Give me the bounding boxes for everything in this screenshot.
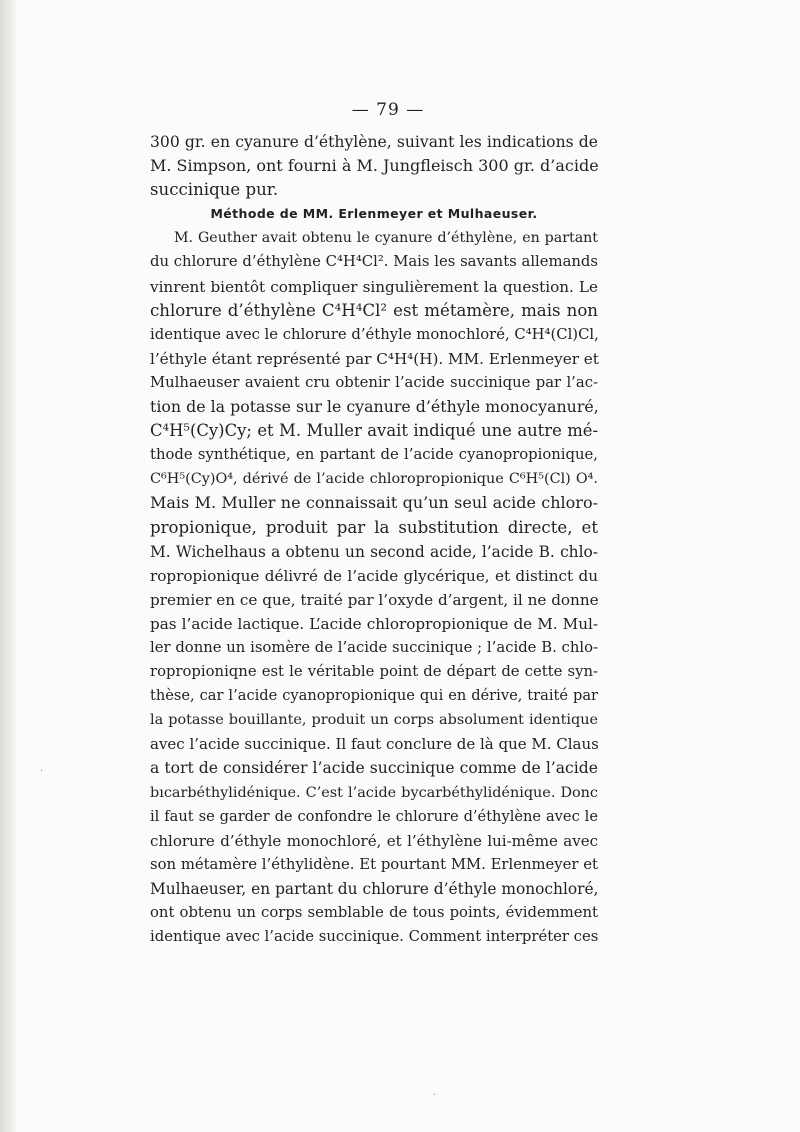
text-line: thèse, car l’acide cyanopropionique qui en dérive, traité par	[150, 687, 598, 705]
text-line: du chlorure d’éthylène C⁴H⁴Cl². Mais les savants allemands	[150, 253, 598, 271]
section-heading: Méthode de MM. Erlenmeyer et Mulhaeuser.	[210, 206, 538, 222]
text-line: C⁶H⁵(Cy)O⁴, dérivé de l’acide chloropropionique C⁶H⁵(Cl) O⁴.	[150, 471, 598, 488]
page-number: — 79 —	[351, 100, 425, 120]
text-line: identique avec le chlorure d’éthyle monochloré, C⁴H⁴(Cl)Cl,	[150, 325, 599, 343]
text-line: son métamère l’éthylidène. Et pourtant MM. Erlenmeyer et	[150, 855, 598, 873]
text-line: propionique, produit par la substitution directe, et	[150, 517, 598, 537]
text-line: a tort de considérer l’acide succinique comme de l’acide	[150, 759, 598, 778]
body-text	[150, 130, 598, 949]
text-line: avec l’acide succinique. Il faut conclure de là que M. Claus	[150, 735, 599, 754]
text-line: Mulhaeuser, en partant du chlorure d’éthyle monochloré,	[150, 879, 599, 898]
text-line: la potasse bouillante, produit un corps absolument identique	[150, 712, 598, 729]
text-line: Mulhaeuser avaient cru obtenir l’acide succinique par l’ac-	[150, 373, 598, 391]
text-line: C⁴H⁵(Cy)Cy; et M. Muller avait indiqué une autre mé-	[150, 421, 598, 441]
text-line: identique avec l’acide succinique. Comment interpréter ces	[150, 928, 599, 946]
text-line: succinique pur.	[150, 180, 279, 200]
page-edge-shadow	[0, 0, 18, 1132]
text-line: premier en ce que, traité par l’oxyde d’argent, il ne donne	[150, 590, 599, 609]
text-line: ropropioniqne est le véritable point de départ de cette syn-	[150, 663, 598, 681]
text-line: il faut se garder de confondre le chlorure d’éthylène avec le	[150, 807, 598, 825]
ink-speck: ·	[433, 1090, 437, 1101]
text-line: thode synthétique, en partant de l’acide cyanopropionique,	[150, 446, 598, 464]
text-line: chlorure d’éthyle monochloré, et l’éthylène lui-même avec	[150, 831, 598, 850]
text-line: ler donne un isomère de l’acide succinique ; l’acide B. chlo-	[150, 638, 598, 656]
text-line: ont obtenu un corps semblable de tous points, évidemment	[150, 904, 598, 921]
text-line: Mais M. Muller ne connaissait qu’un seul acide chloro-	[150, 493, 598, 513]
text-line: l’éthyle étant représenté par C⁴H⁴(H). MM. Erlenmeyer et	[150, 349, 599, 368]
text-line: pas l’acide lactique. L’acide chloropropionique de M. Mul-	[150, 614, 598, 633]
text-line: ropropionique délivré de l’acide glycérique, et distinct du	[150, 566, 598, 585]
text-line: vinrent bientôt compliquer singulièrement la question. Le	[150, 277, 598, 296]
text-line: M. Simpson, ont fourni à M. Jungfleisch 300 gr. d’acide	[150, 156, 599, 176]
text-line: chlorure d’éthylène C⁴H⁴Cl² est métamère, mais non	[150, 300, 598, 320]
text-line: 300 gr. en cyanure d’éthylène, suivant les indications de	[150, 133, 598, 151]
text-line: tion de la potasse sur le cyanure d’éthyle monocyanuré,	[150, 397, 599, 417]
text-line: bıcarbéthylidénique. C’est l’acide bycarbéthylidénique. Donc	[150, 784, 598, 801]
ink-speck: ·	[40, 766, 44, 777]
text-line: M. Wichelhaus a obtenu un second acide, l’acide B. chlo-	[150, 542, 598, 561]
text-line: M. Geuther avait obtenu le cyanure d’éthylène, en partant	[174, 230, 598, 247]
